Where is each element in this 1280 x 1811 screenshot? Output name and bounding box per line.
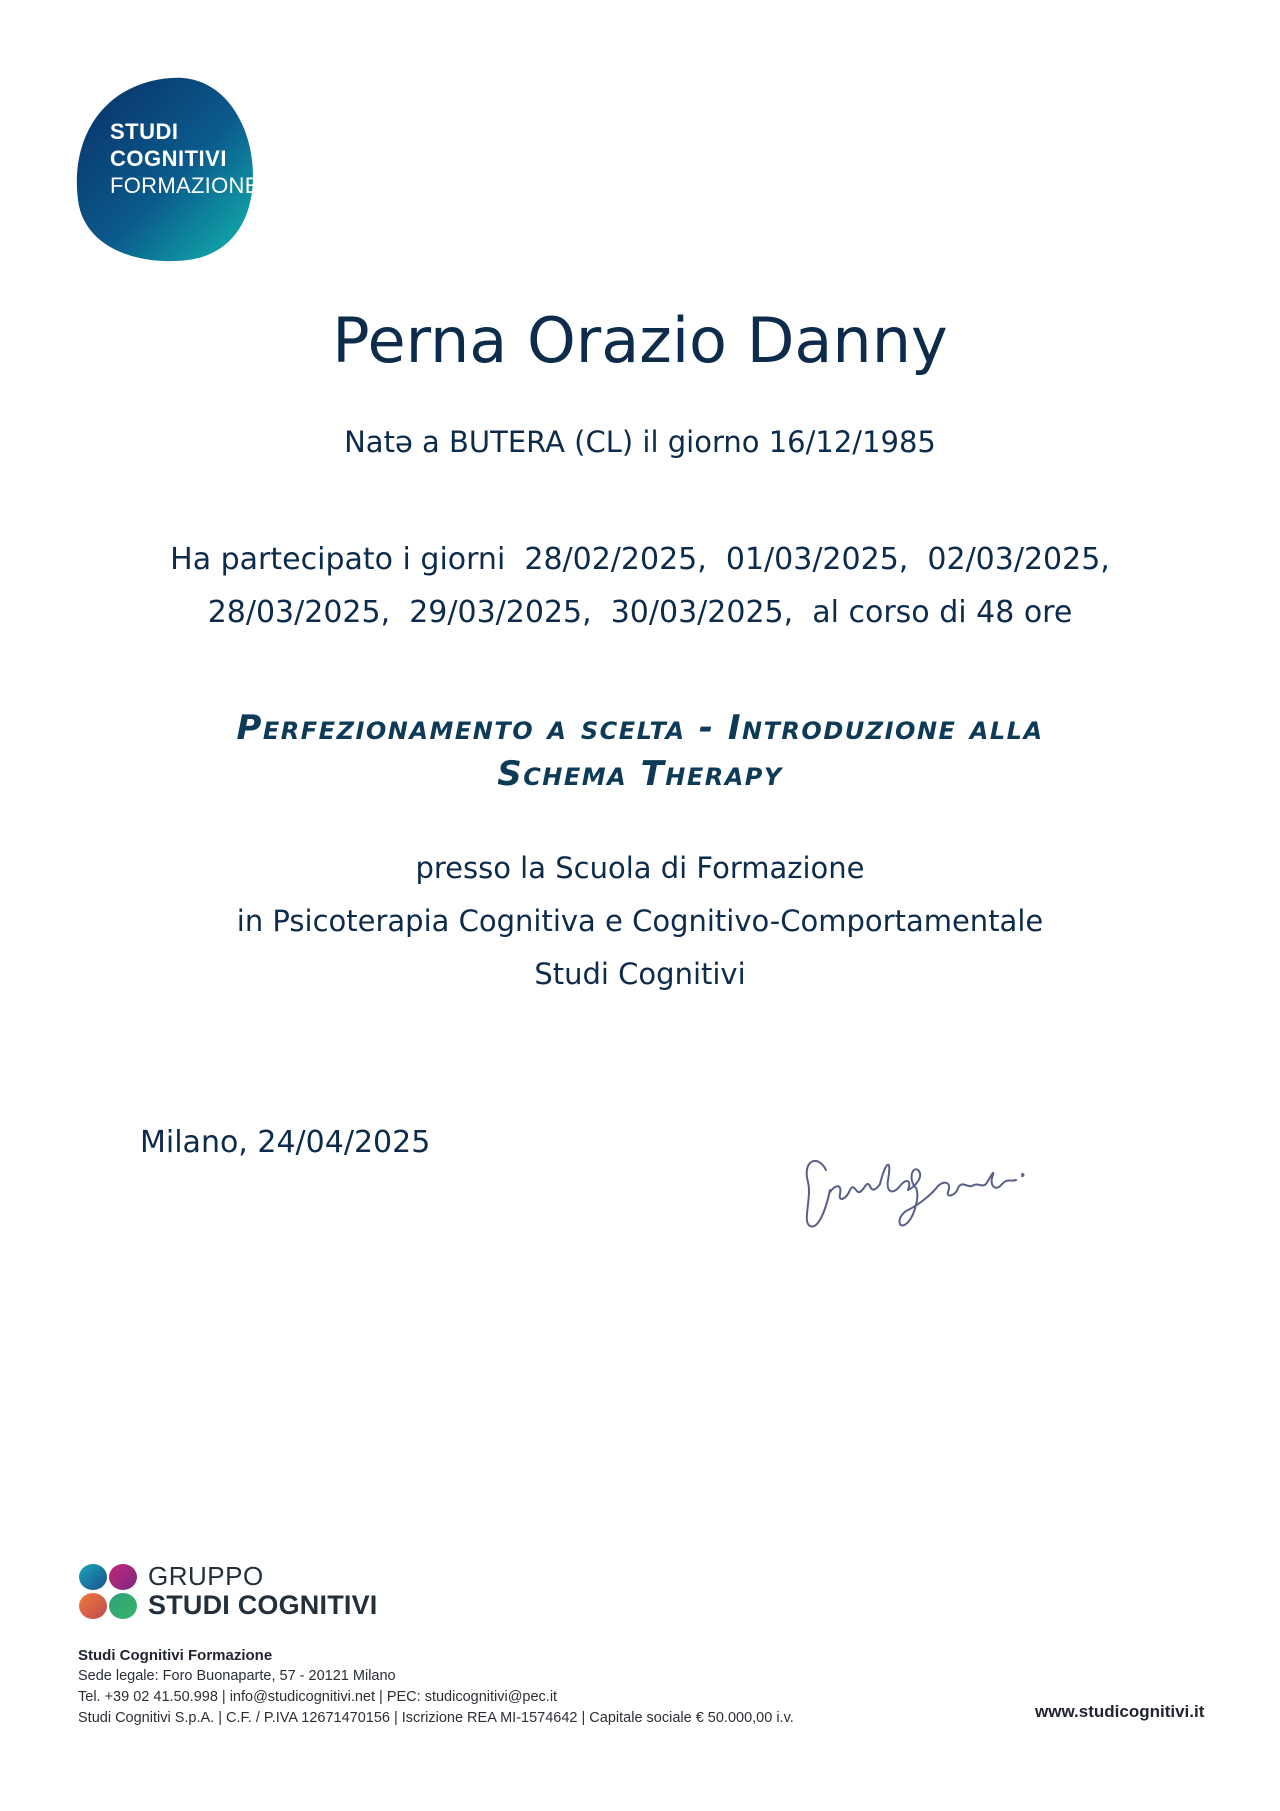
recipient-name: Perna Orazio Danny bbox=[332, 304, 948, 377]
website-link[interactable]: www.studicognitivi.it bbox=[1035, 1702, 1205, 1721]
four-dots-icon bbox=[78, 1562, 140, 1622]
footer-contacts: Tel. +39 02 41.50.998 | info@studicognitivi.net | PEC: studicognitivi@pec.it bbox=[78, 1689, 558, 1705]
course-title-line-1: Perfezionamento a scelta - Introduzione alla bbox=[236, 708, 1044, 748]
school-line-3: Studi Cognitivi bbox=[534, 957, 746, 991]
group-line-gruppo: GRUPPO bbox=[148, 1561, 264, 1591]
attendance-dates-line-1: Ha partecipato i giorni 28/02/2025, 01/03/2025, 02/03/2025, bbox=[170, 542, 1110, 577]
group-logo-text bbox=[148, 1562, 378, 1620]
group-line-studi-cognitivi: STUDI COGNITIVI bbox=[148, 1590, 378, 1620]
handwritten-signature bbox=[796, 1140, 1046, 1240]
logo-text bbox=[110, 118, 260, 199]
logo-line-cognitivi: COGNITIVI bbox=[110, 146, 227, 171]
school-line-1: presso la Scuola di Formazione bbox=[415, 851, 865, 885]
course-title bbox=[0, 705, 1280, 797]
footer-legal-info bbox=[78, 1645, 794, 1729]
logo-line-formazione: FORMAZIONE bbox=[110, 173, 260, 198]
logo-line-studi: STUDI bbox=[110, 119, 179, 144]
birth-info: Natə a BUTERA (CL) il giorno 16/12/1985 bbox=[344, 425, 936, 459]
gruppo-studi-cognitivi-logo bbox=[78, 1562, 378, 1622]
footer-address: Sede legale: Foro Buonaparte, 57 - 20121 Milano bbox=[78, 1668, 396, 1684]
footer-company-details: Studi Cognitivi S.p.A. | C.F. / P.IVA 12671470156 | Iscrizione REA MI-1574642 | Capitale sociale € 50.000,00 i.v. bbox=[78, 1710, 794, 1726]
footer-company-name: Studi Cognitivi Formazione bbox=[78, 1647, 273, 1664]
school-info bbox=[0, 842, 1280, 1001]
place-and-date: Milano, 24/04/2025 bbox=[140, 1125, 431, 1160]
attendance-dates-line-2: 28/03/2025, 29/03/2025, 30/03/2025, al corso di 48 ore bbox=[207, 595, 1073, 630]
attendance-dates bbox=[0, 533, 1280, 639]
school-line-2: in Psicoterapia Cognitiva e Cognitivo-Comportamentale bbox=[236, 904, 1044, 938]
course-title-line-2: Schema Therapy bbox=[497, 754, 783, 794]
studi-cognitivi-formazione-logo bbox=[76, 72, 260, 262]
